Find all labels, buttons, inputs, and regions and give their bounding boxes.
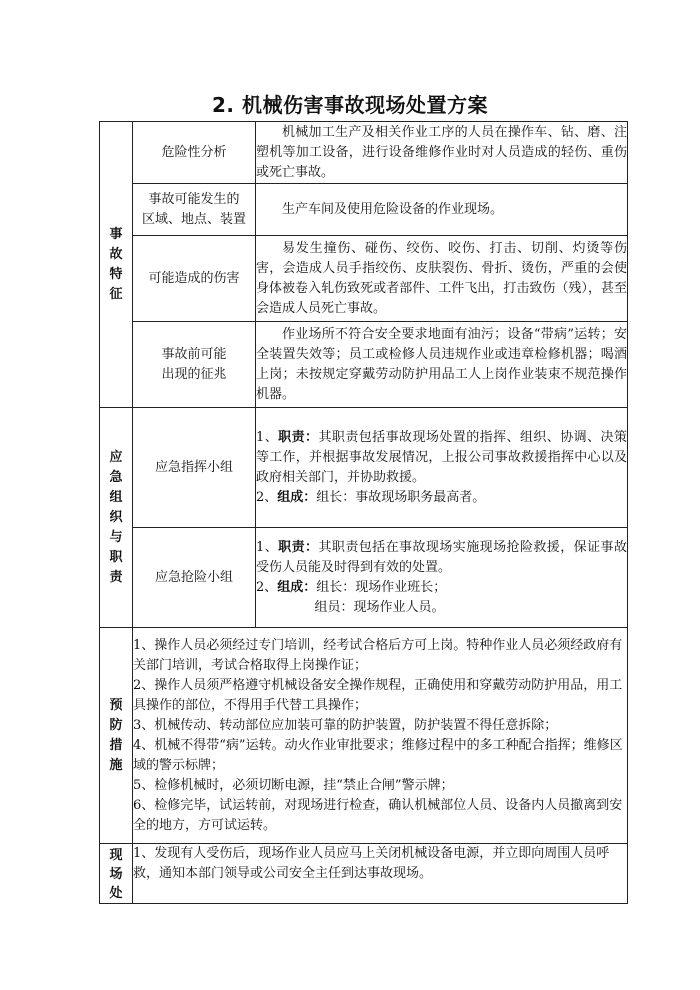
hazard-analysis-content: 机械加工生产及相关作业工序的人员在操作车、钻、磨、注塑机等加工设备，进行设备维修作业时对人员造成的轻伤、重伤或死亡事故。	[256, 122, 628, 184]
table-row	[100, 184, 628, 236]
disposal-plan-table	[99, 121, 628, 904]
precursor-signs-content: 作业场所不符合安全要求地面有油污；设备“带病”运转；安全装置失效等；员工或检修人员违规作业或违章检修机器；喝酒上岗；未按规定穿戴劳动防护用品工人上岗作业装束不规范操作机器。	[256, 322, 628, 408]
list-item: 3、机械传动、转动部位应加装可靠的防护装置，防护装置不得任意拆除；	[133, 717, 558, 733]
onsite-content	[133, 844, 628, 904]
row-label-possible-injury: 可能造成的伤害	[133, 236, 256, 322]
list-item: 6、检修完毕，试运转前，对现场进行检查，确认机械部位人员、设备内人员撤离到安全的地方，方可试运转。	[133, 797, 623, 833]
rescue-group-content: 1、职责：其职责包括在事故现场实施现场抢险救援，保证事故受伤人员能及时得到有效的处置。 2、组成：组长：现场作业班长； 组员：现场作业人员。	[256, 528, 628, 628]
document-title: 2. 机械伤害事故现场处置方案	[212, 93, 488, 117]
row-label-accident-location: 事故可能发生的 区域、地点、装置	[133, 184, 256, 236]
command-group-name: 应急指挥小组	[133, 408, 256, 528]
table-row	[100, 236, 628, 322]
table-row	[100, 122, 628, 184]
list-item: 1、发现有人受伤后，现场作业人员应马上关闭机械设备电源，并立即向周围人员呼救，通知本部门领导或公司安全主任到达事故现场。	[133, 846, 610, 881]
section-label-emergency-org: 应 急 组 织 与 职 责	[100, 408, 133, 628]
table-row	[100, 844, 628, 904]
list-item: 2、操作人员须严格遵守机械设备安全操作规程，正确使用和穿戴劳动防护用品，用工具操作的部位，不得用手代替工具操作；	[133, 677, 623, 713]
section-label-accident-features: 事 故 特 征	[100, 122, 133, 408]
section-label-prevention: 预 防 措 施	[100, 628, 133, 844]
command-group-content: 1、职责：其职责包括事故现场处置的指挥、组织、协调、决策等工作，并根据事故发展情况，上报公司事故救援指挥中心以及政府相关部门，并协助救援。 2、组成：组长：事故现场职务最高者。	[256, 408, 628, 528]
list-item: 1、操作人员必须经过专门培训，经考试合格后方可上岗。特种作业人员必须经政府有关部门培训，考试合格取得上岗操作证；	[133, 637, 623, 673]
list-item: 5、检修机械时，必须切断电源，挂“禁止合闸”警示牌；	[133, 777, 454, 793]
list-item: 4、机械不得带“病”运转。动火作业审批要求；维修过程中的多工种配合指挥；维修区域的警示标牌；	[133, 737, 623, 773]
table-row	[100, 322, 628, 408]
table-row	[100, 408, 628, 528]
table-row	[100, 528, 628, 628]
section-label-onsite: 现 场 处	[100, 844, 133, 904]
row-label-precursor-signs: 事故前可能 出现的征兆	[133, 322, 256, 408]
possible-injury-content: 易发生撞伤、碰伤、绞伤、咬伤、打击、切削、灼烫等伤害，会造成人员手指绞伤、皮肤裂伤、骨折、烫伤，严重的会使身体被卷入轧伤致死或者部件、工件飞出，打击致伤（残），甚至会造成人员死亡事故。	[256, 236, 628, 322]
prevention-content	[133, 628, 628, 844]
accident-location-content: 生产车间及使用危险设备的作业现场。	[256, 184, 628, 236]
row-label-hazard-analysis: 危险性分析	[133, 122, 256, 184]
rescue-group-name: 应急抢险小组	[133, 528, 256, 628]
table-row	[100, 628, 628, 844]
